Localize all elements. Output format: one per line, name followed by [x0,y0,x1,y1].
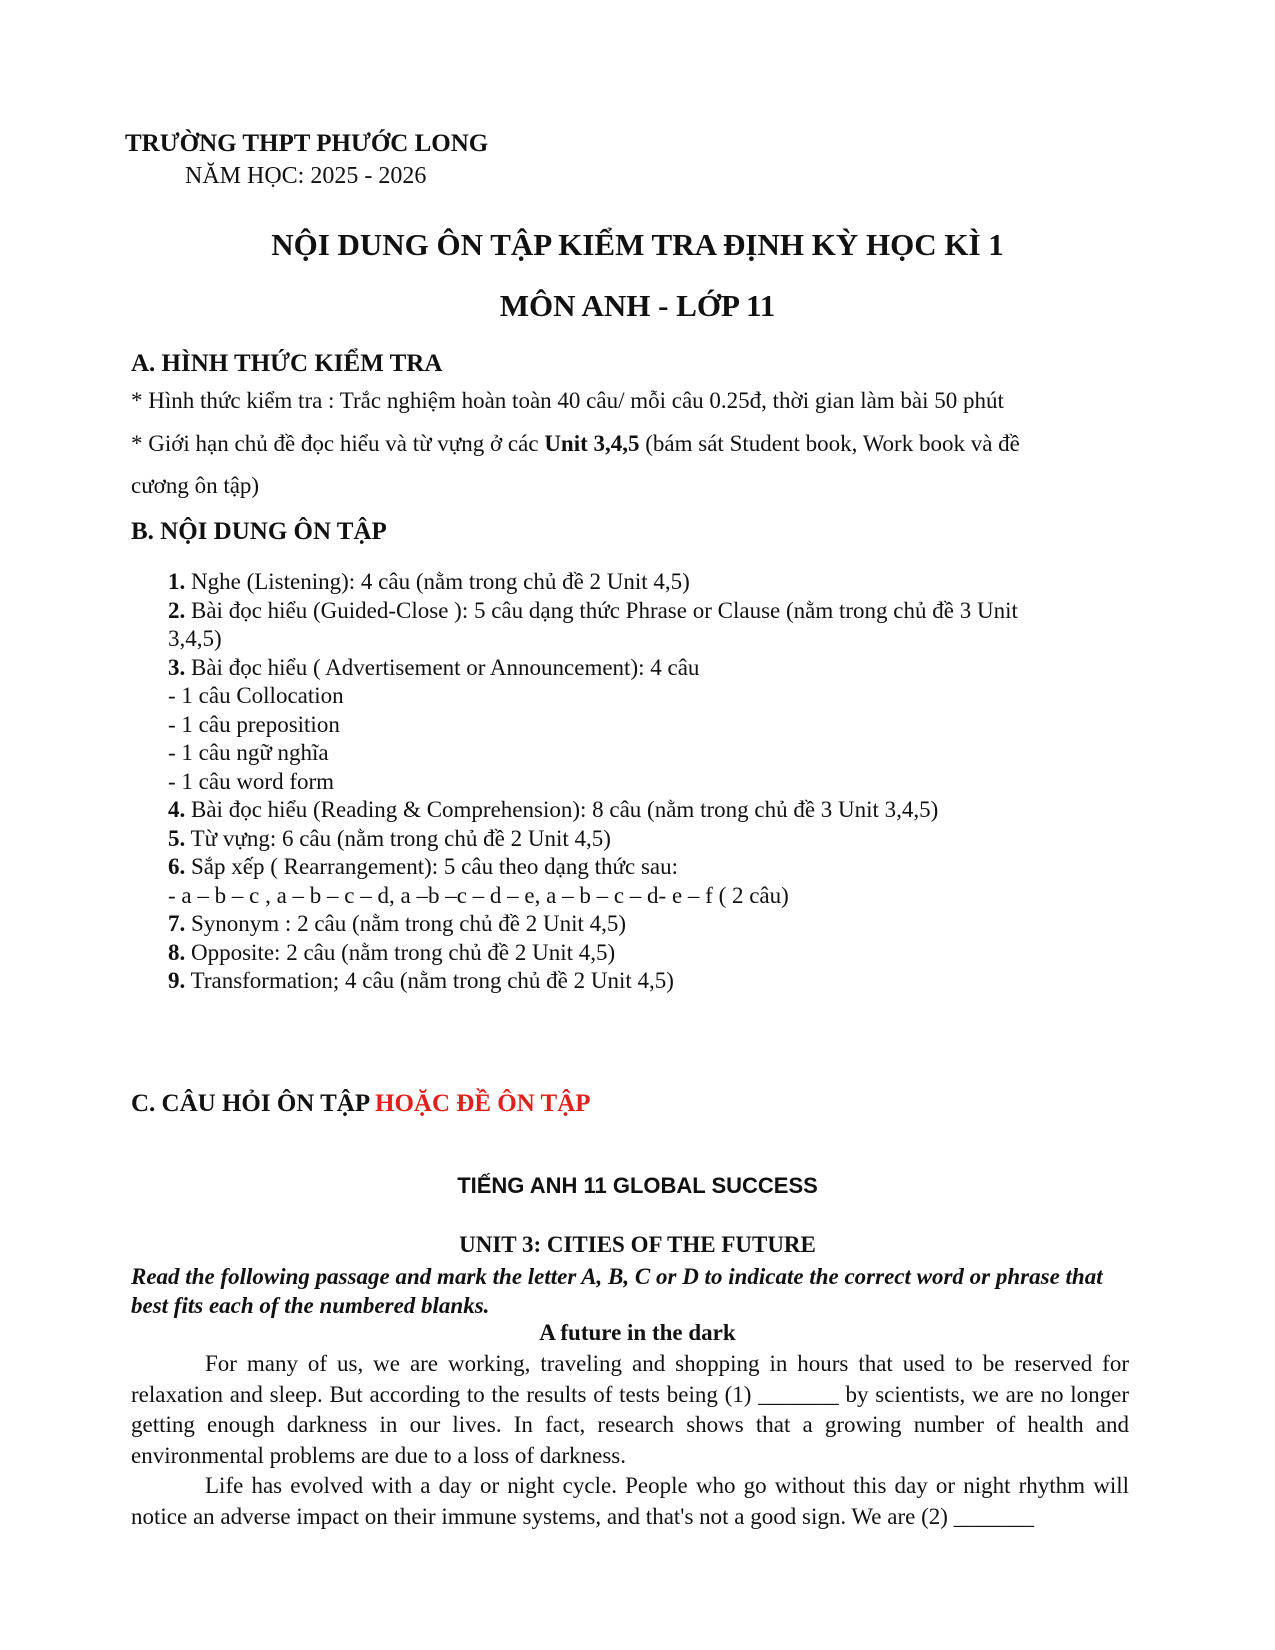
section-c-heading [131,1090,591,1118]
list-item-number: 9. [168,968,186,993]
list-item [168,882,1118,911]
list-item [168,682,1118,711]
list-item [168,853,1118,882]
section-a-line-2-tail: (bám sát Student book, Work book và đề [639,431,1020,456]
list-item-number: 4. [168,797,186,822]
passage-paragraph: For many of us, we are working, traveling and shopping in hours that used to be reserved for relaxation and sleep. But according to the results of tests being (1) _______ by scientists, we are no longer getting enough darkness in our lives. In fact, research shows that a growing number of health and environmental problems are due to a loss of darkness. [131,1351,1129,1468]
section-b-heading: B. NỘI DUNG ÔN TẬP [131,518,387,545]
list-item-text: Opposite: 2 câu (nằm trong chủ đề 2 Unit 4,5) [185,939,616,965]
list-item-text: - 1 câu word form [168,768,335,794]
list-item-text: - 1 câu Collocation [168,683,344,708]
list-item-number: 6. [168,854,186,879]
section-a-units: Unit 3,4,5 [544,431,640,456]
school-year: NĂM HỌC: 2025 - 2026 [185,163,427,189]
reading-passage [131,1349,1129,1532]
list-item [168,597,1118,626]
passage-paragraph: Life has evolved with a day or night cycle. People who go without this day or night rhythm will notice an adverse impact on their immune systems, and that's not a good sign. We are (2) _______ [131,1473,1129,1529]
list-item [168,825,1118,854]
unit-title: UNIT 3: CITIES OF THE FUTURE [459,1232,816,1257]
list-item-number: 8. [168,939,186,965]
list-item-text: Bài đọc hiểu ( Advertisement or Announcement): 4 câu [185,654,700,680]
passage-title: A future in the dark [539,1320,736,1345]
list-item-text: Nghe (Listening): 4 câu (nằm trong chủ đề 2 Unit 4,5) [185,569,690,594]
list-item-text: Synonym : 2 câu (nằm trong chủ đề 2 Unit 4,5) [185,911,627,936]
list-item-number: 3. [168,654,186,680]
section-a-heading: A. HÌNH THỨC KIỂM TRA [131,350,443,377]
list-item-text: 3,4,5) [168,626,222,651]
section-c-heading-highlight: HOẶC ĐỀ ÔN TẬP [375,1090,591,1117]
list-item-text: Bài đọc hiểu (Reading & Comprehension): 8 câu (nằm trong chủ đề 3 Unit 3,4,5) [185,797,939,822]
list-item-text: Sắp xếp ( Rearrangement): 5 câu theo dạng thức sau: [185,854,678,879]
document-subtitle: MÔN ANH - LỚP 11 [499,288,776,323]
list-item [168,939,1118,968]
list-item [168,711,1118,740]
list-item [168,910,1118,939]
school-name: TRƯỜNG THPT PHƯỚC LONG [125,130,489,157]
list-item-text: - 1 câu preposition [168,711,340,737]
list-item [168,768,1118,797]
list-item-text: - a – b – c , a – b – c – d, a –b –c – d – e, a – b – c – d- e – f ( 2 câu) [168,882,789,908]
document-title: NỘI DUNG ÔN TẬP KIỂM TRA ĐỊNH KỲ HỌC KÌ 1 [271,227,1004,262]
section-a-line-1: * Hình thức kiểm tra : Trắc nghiệm hoàn toàn 40 câu/ mỗi câu 0.25đ, thời gian làm bài 50 phút [131,388,1004,413]
list-item-text: - 1 câu ngữ nghĩa [168,740,329,765]
list-item-number: 2. [168,597,186,623]
section-c-heading-text: C. CÂU HỎI ÔN TẬP [131,1090,376,1117]
list-item-number: 7. [168,911,186,936]
list-item-number: 1. [168,569,186,594]
list-item [168,967,1118,996]
list-item [168,654,1118,683]
list-item [168,739,1118,768]
exercise-instruction: Read the following passage and mark the letter A, B, C or D to indicate the correct word or phrase that best fits each of the numbered blanks. [131,1264,1103,1318]
list-item-text: Bài đọc hiểu (Guided-Close ): 5 câu dạng thức Phrase or Clause (nằm trong chủ đề 3 Unit [185,597,1018,623]
list-item-number: 5. [168,825,186,851]
section-a-line-2 [131,431,1020,457]
list-item [168,796,1118,825]
review-content-list [168,568,1118,996]
textbook-title: TIẾNG ANH 11 GLOBAL SUCCESS [457,1173,818,1198]
list-item-text: Từ vựng: 6 câu (nằm trong chủ đề 2 Unit 4,5) [185,825,611,851]
section-a-line-3: cương ôn tập) [131,473,260,498]
list-item [168,568,1118,597]
list-item-text: Transformation; 4 câu (nằm trong chủ đề 2 Unit 4,5) [185,968,674,993]
list-item [168,625,1118,654]
section-a-line-2-text: * Giới hạn chủ đề đọc hiểu và từ vựng ở các [131,431,545,456]
